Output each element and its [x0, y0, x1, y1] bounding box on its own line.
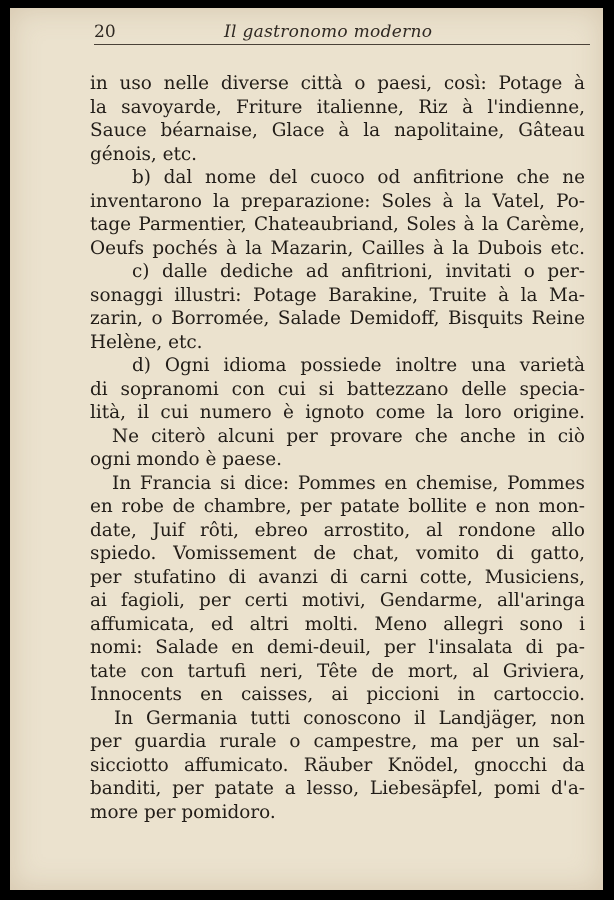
text-line: lità, il cui numero è ignoto come la loro origine. — [90, 402, 585, 423]
text-line: d) Ogni idioma possiede inoltre una varietà — [132, 355, 585, 376]
text-line: tage Parmentier, Chateaubriand, Soles à la Carème, — [90, 214, 585, 235]
text-line: b) dal nome del cuoco od anfitrione che ne — [132, 167, 585, 188]
text-line: en robe de chambre, per patate bollite e non mon- — [90, 496, 585, 517]
text-line: In Francia si dice: Pommes en chemise, Pommes — [112, 472, 585, 494]
text-line: c) dalle dediche ad anfitrioni, invitati o per- — [132, 261, 585, 282]
text-line: Ne citerò alcuni per provare che anche in ciò — [112, 425, 585, 447]
text-line: date, Juif rôti, ebreo arrostito, al rondone allo — [90, 519, 585, 541]
text-line: zarin, o Borromée, Salade Demidoff, Bisquits Reine — [90, 308, 585, 329]
running-title: Il gastronomo moderno — [224, 22, 433, 42]
page-header — [94, 16, 590, 45]
text-line: spiedo. Vomissement de chat, vomito di gatto, — [90, 543, 585, 564]
text-line: per guardia rurale o campestre, ma per un sal- — [90, 731, 585, 752]
text-line: Sauce béarnaise, Glace à la napolitaine, Gâteau — [90, 120, 585, 141]
text-line: inventarono la preparazione: Soles à la Vatel, Po- — [90, 190, 585, 212]
text-line: banditi, per patate a lesso, Liebesäpfel, pomi d'a- — [90, 778, 585, 799]
text-line: sicciotto affumicato. Räuber Knödel, gnocchi da — [90, 754, 585, 776]
text-line: ai fagioli, per certi motivi, Gendarme, all'aringa — [90, 590, 585, 611]
text-line: génois, etc. — [90, 143, 198, 165]
page-number: 20 — [94, 22, 116, 42]
text-line: affumicata, ed altri molti. Meno allegri sono i — [90, 613, 585, 635]
text-line: nomi: Salade en demi-deuil, per l'insalata di pa- — [90, 637, 585, 658]
body-text — [90, 72, 585, 824]
book-page — [10, 8, 603, 890]
text-line: in uso nelle diverse città o paesi, così: Potage à — [90, 73, 585, 94]
text-line: ogni mondo è paese. — [90, 449, 282, 470]
text-line: Helène, etc. — [90, 331, 203, 353]
text-line: di sopranomi con cui si battezzano delle specia- — [90, 378, 585, 400]
text-line: Oeufs pochés à la Mazarin, Cailles à la Dubois etc. — [90, 237, 585, 259]
text-line: la savoyarde, Friture italienne, Riz à l'indienne, — [90, 96, 585, 118]
text-line: more per pomidoro. — [90, 801, 276, 823]
text-line: Innocents en caisses, ai piccioni in cartoccio. — [90, 684, 585, 705]
text-line: per stufatino di avanzi di carni cotte, Musiciens, — [90, 566, 585, 588]
text-line: In Germania tutti conoscono il Landjäger, non — [114, 707, 585, 729]
text-line: tate con tartufi neri, Tête de mort, al Griviera, — [90, 660, 585, 682]
text-line: sonaggi illustri: Potage Barakine, Truite à la Ma- — [90, 284, 585, 306]
